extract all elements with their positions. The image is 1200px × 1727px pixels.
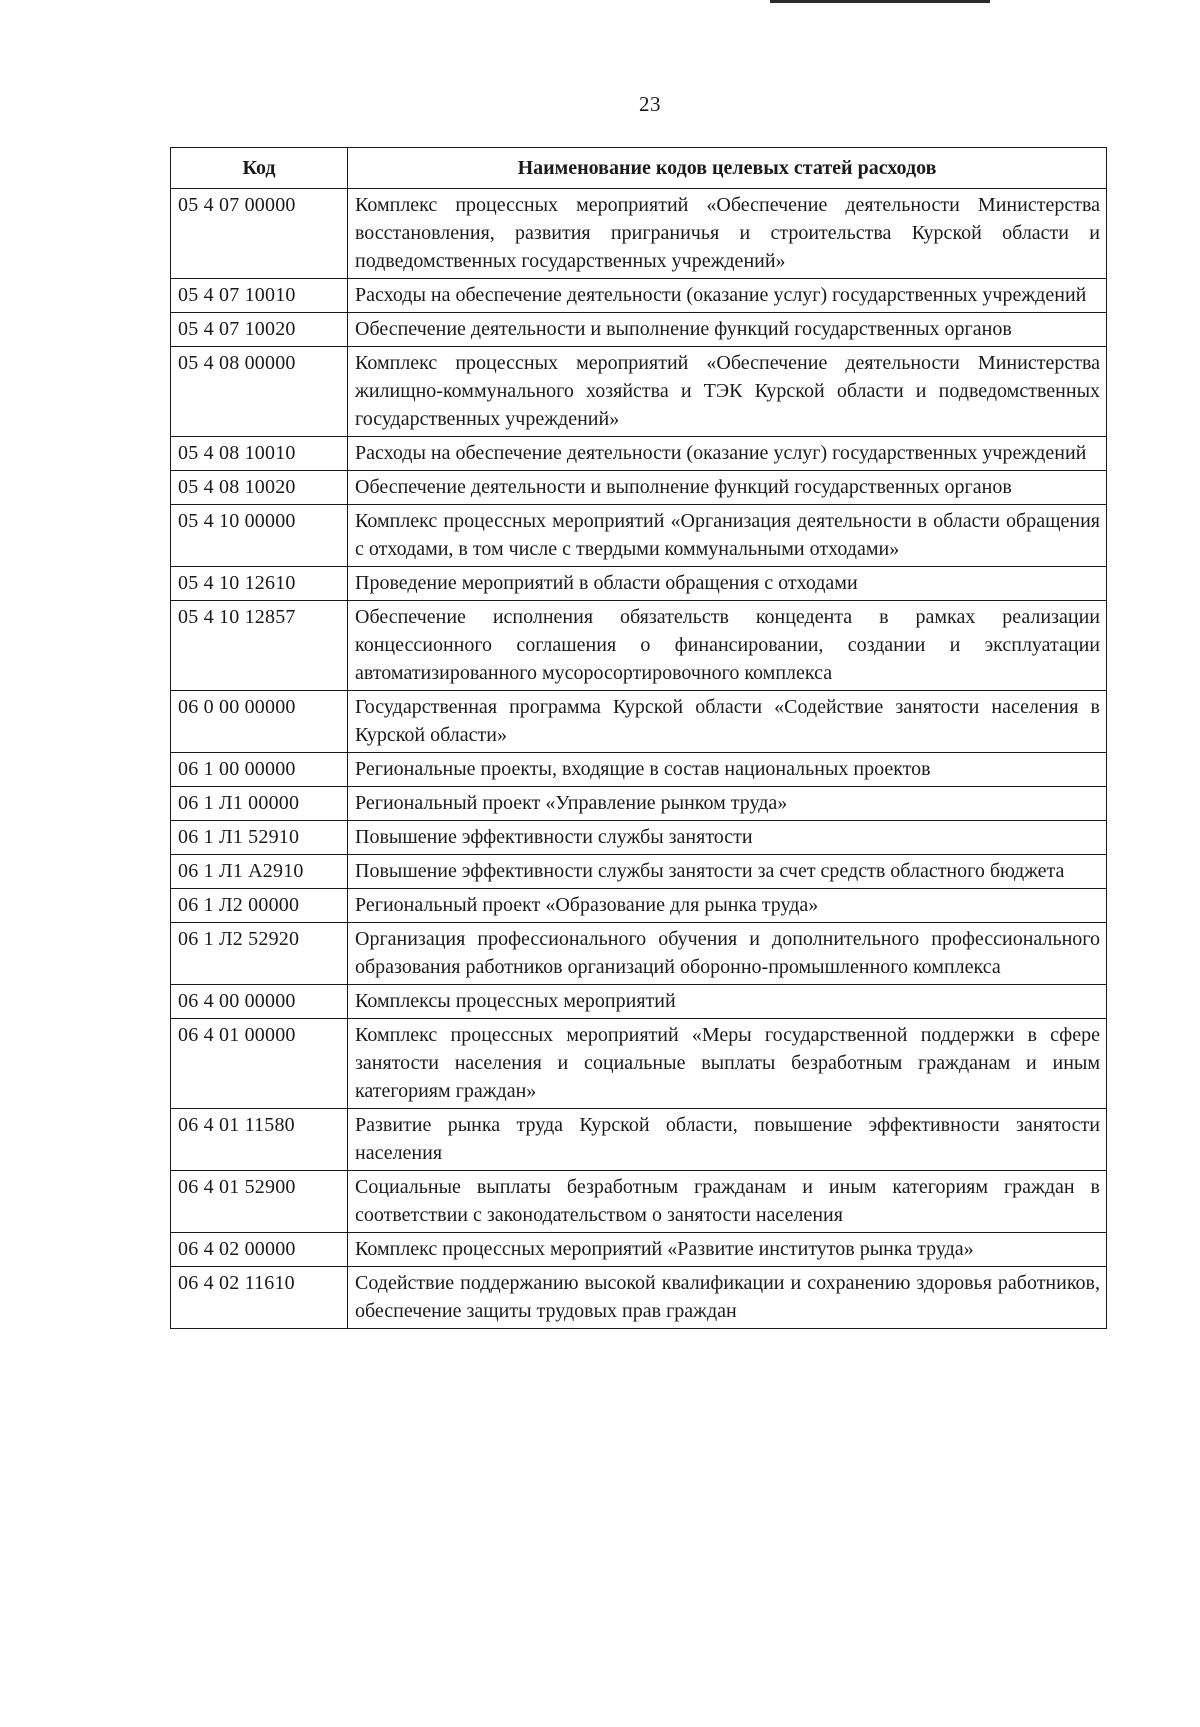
page-number: 23 (639, 92, 661, 116)
row-name: Комплекс процессных мероприятий «Меры государственной поддержки в сфере занятости населения и социальные выплаты безработным гражданам и иным категориям граждан» (348, 1019, 1107, 1109)
row-name: Развитие рынка труда Курской области, повышение эффективности занятости населения (348, 1109, 1107, 1171)
table-row (171, 601, 1107, 691)
table-row (171, 437, 1107, 471)
table-row (171, 1233, 1107, 1267)
header-name: Наименование кодов целевых статей расходов (348, 148, 1107, 189)
row-name: Расходы на обеспечение деятельности (оказание услуг) государственных учреждений (348, 279, 1107, 313)
table-row (171, 787, 1107, 821)
row-name: Содействие поддержанию высокой квалификации и сохранению здоровья работников, обеспечение защиты трудовых прав граждан (348, 1267, 1107, 1329)
row-code: 05 4 10 12610 (171, 567, 348, 601)
row-name: Комплекс процессных мероприятий «Развитие институтов рынка труда» (348, 1233, 1107, 1267)
table-body (171, 189, 1107, 1329)
table-row (171, 313, 1107, 347)
row-code: 05 4 08 10010 (171, 437, 348, 471)
top-rule-line (770, 0, 990, 3)
table-row (171, 923, 1107, 985)
table-row (171, 505, 1107, 567)
row-code: 06 1 Л1 52910 (171, 821, 348, 855)
row-code: 06 0 00 00000 (171, 691, 348, 753)
table-row (171, 279, 1107, 313)
row-name: Региональные проекты, входящие в состав национальных проектов (348, 753, 1107, 787)
row-code: 06 1 Л2 00000 (171, 889, 348, 923)
row-code: 06 4 02 11610 (171, 1267, 348, 1329)
row-name: Комплексы процессных мероприятий (348, 985, 1107, 1019)
header-code: Код (171, 148, 348, 189)
table-row (171, 1019, 1107, 1109)
row-code: 06 4 02 00000 (171, 1233, 348, 1267)
row-code: 05 4 07 00000 (171, 189, 348, 279)
row-code: 06 4 01 00000 (171, 1019, 348, 1109)
row-code: 05 4 07 10010 (171, 279, 348, 313)
row-name: Обеспечение деятельности и выполнение функций государственных органов (348, 471, 1107, 505)
row-code: 06 4 01 52900 (171, 1171, 348, 1233)
row-code: 05 4 07 10020 (171, 313, 348, 347)
row-name: Региональный проект «Образование для рынка труда» (348, 889, 1107, 923)
table-row (171, 855, 1107, 889)
row-name: Повышение эффективности службы занятости (348, 821, 1107, 855)
row-code: 06 1 00 00000 (171, 753, 348, 787)
table-row (171, 567, 1107, 601)
row-name: Проведение мероприятий в области обращения с отходами (348, 567, 1107, 601)
row-code: 06 4 01 11580 (171, 1109, 348, 1171)
table-row (171, 691, 1107, 753)
table-row (171, 1109, 1107, 1171)
table-row (171, 189, 1107, 279)
table-row (171, 889, 1107, 923)
row-name: Расходы на обеспечение деятельности (оказание услуг) государственных учреждений (348, 437, 1107, 471)
row-name: Комплекс процессных мероприятий «Обеспечение деятельности Министерства жилищно-коммунального хозяйства и ТЭК Курской области и подведомственных государственных учреждений» (348, 347, 1107, 437)
row-name: Организация профессионального обучения и дополнительного профессионального образования работников организаций оборонно-промышленного комплекса (348, 923, 1107, 985)
row-code: 05 4 08 10020 (171, 471, 348, 505)
row-code: 06 1 Л1 00000 (171, 787, 348, 821)
row-name: Обеспечение исполнения обязательств концедента в рамках реализации концессионного соглашения о финансировании, создании и эксплуатации автоматизированного мусоросортировочного комплекса (348, 601, 1107, 691)
row-name: Комплекс процессных мероприятий «Организация деятельности в области обращения с отходами, в том числе с твердыми коммунальными отходами» (348, 505, 1107, 567)
table-row (171, 471, 1107, 505)
target-expense-codes-table (170, 147, 1107, 1329)
row-name: Региональный проект «Управление рынком труда» (348, 787, 1107, 821)
row-code: 05 4 10 00000 (171, 505, 348, 567)
table-header-row (171, 148, 1107, 189)
row-code: 06 1 Л2 52920 (171, 923, 348, 985)
row-code: 05 4 10 12857 (171, 601, 348, 691)
table-row (171, 347, 1107, 437)
table-row (171, 1267, 1107, 1329)
row-name: Комплекс процессных мероприятий «Обеспечение деятельности Министерства восстановления, развития приграничья и строительства Курской области и подведомственных государственных учреждений» (348, 189, 1107, 279)
row-name: Социальные выплаты безработным гражданам и иным категориям граждан в соответствии с законодательством о занятости населения (348, 1171, 1107, 1233)
table-row (171, 753, 1107, 787)
table-row (171, 1171, 1107, 1233)
row-code: 06 1 Л1 А2910 (171, 855, 348, 889)
row-code: 06 4 00 00000 (171, 985, 348, 1019)
table-row (171, 985, 1107, 1019)
row-name: Государственная программа Курской области «Содействие занятости населения в Курской области» (348, 691, 1107, 753)
row-name: Повышение эффективности службы занятости за счет средств областного бюджета (348, 855, 1107, 889)
row-name: Обеспечение деятельности и выполнение функций государственных органов (348, 313, 1107, 347)
table-row (171, 821, 1107, 855)
row-code: 05 4 08 00000 (171, 347, 348, 437)
